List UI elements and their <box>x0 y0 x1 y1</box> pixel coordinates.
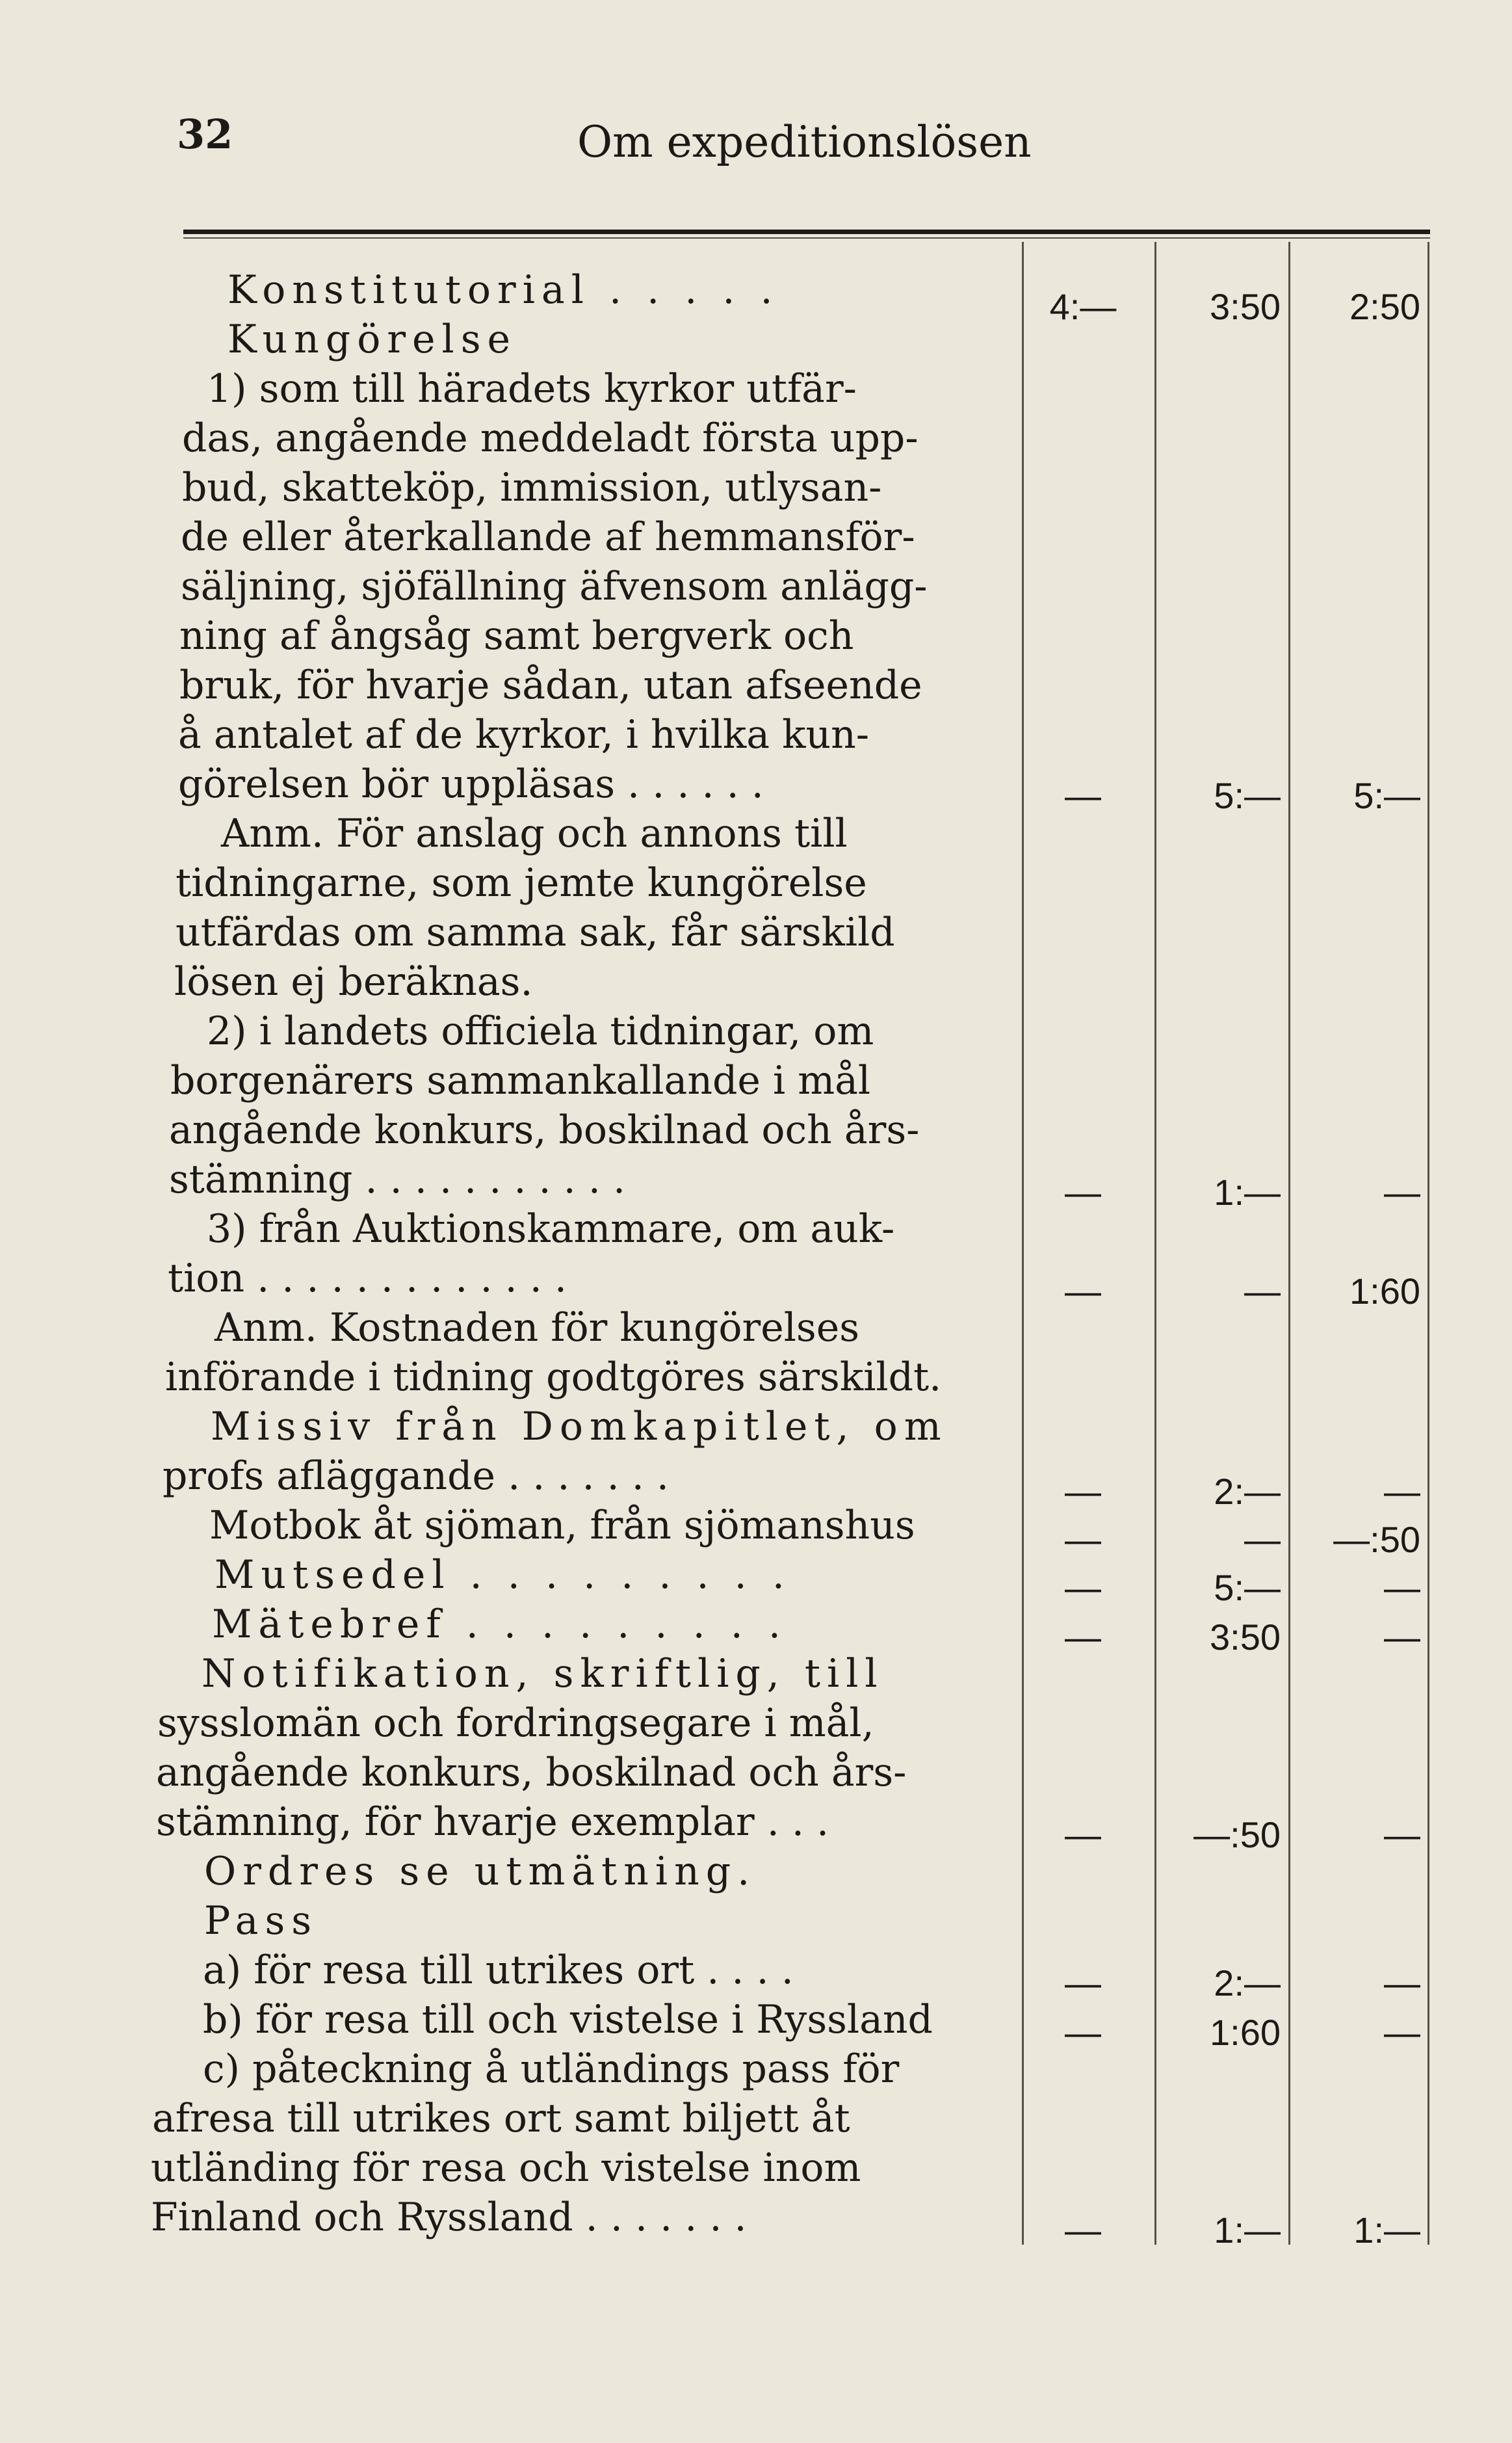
text-line: stämning, för hvarje exemplar . . . <box>156 1799 829 1845</box>
text-line: säljning, sjöfällning äfvensom anlägg- <box>181 564 928 609</box>
amount-c3: — <box>1384 1172 1420 1213</box>
header-rule <box>183 230 1430 234</box>
amount-c2: 5:— <box>1214 775 1281 816</box>
text-line: Pass <box>204 1898 319 1944</box>
amount-c1: — <box>1065 1814 1101 1855</box>
amount-c3: — <box>1384 1962 1420 2003</box>
amount-c1: — <box>1065 2012 1101 2053</box>
amount-c3: —:50 <box>1333 1519 1420 1560</box>
amount-c1: — <box>1065 775 1101 816</box>
text-line: 2) i landets officiela tidningar, om <box>207 1009 874 1054</box>
amount-c2: 1:— <box>1214 2210 1281 2251</box>
text-line: lösen ej beräknas. <box>174 959 533 1005</box>
text-line: Missiv från Domkapitlet, om <box>211 1404 948 1449</box>
text-line: c) påteckning å utländings pass för <box>203 2046 900 2092</box>
amount-c3: 5:— <box>1353 775 1420 816</box>
amount-c3: 1:60 <box>1349 1271 1420 1312</box>
text-line: utfärdas om samma sak, får särskild <box>176 910 895 955</box>
text-line: tidningarne, som jemte kungörelse <box>176 860 867 906</box>
amount-c1: — <box>1065 1271 1101 1312</box>
amount-c1: — <box>1065 1471 1101 1512</box>
amount-c3: 2:50 <box>1349 286 1420 327</box>
page-number: 32 <box>177 111 233 158</box>
text-line: sysslomän och fordringsegare i mål, <box>157 1700 874 1746</box>
running-head: Om expeditionslösen <box>577 117 1032 167</box>
amount-c2: — <box>1244 1271 1281 1312</box>
text-line: a) för resa till utrikes ort . . . . <box>203 1948 794 1993</box>
text-line: borgenärers sammankallande i mål <box>170 1058 871 1103</box>
text-line: Finland och Ryssland . . . . . . . <box>151 2195 747 2240</box>
amount-c2: 1:— <box>1214 1172 1281 1213</box>
amount-c3: — <box>1384 2012 1420 2053</box>
amount-c2: —:50 <box>1193 1814 1281 1855</box>
amount-c1: — <box>1065 1519 1101 1560</box>
amount-c2: 2:— <box>1214 1962 1281 2003</box>
amount-c2: 2:— <box>1214 1471 1281 1512</box>
text-line: Anm. För anslag och annons till <box>221 811 848 856</box>
text-line: das, angående meddeladt första upp- <box>182 416 919 461</box>
text-line: stämning . . . . . . . . . . . <box>169 1157 626 1202</box>
column-divider <box>1154 242 1156 2245</box>
text-line: afresa till utrikes ort samt biljett åt <box>152 2096 850 2141</box>
text-line: tion . . . . . . . . . . . . . <box>168 1256 567 1301</box>
amount-c2: — <box>1244 1519 1281 1560</box>
amount-c3: — <box>1384 1617 1420 1657</box>
text-line: bud, skatteköp, immission, utlysan- <box>182 465 882 510</box>
column-divider <box>1427 242 1429 2245</box>
amount-c2: 5:— <box>1214 1567 1281 1608</box>
amount-c1: — <box>1065 1962 1101 2003</box>
text-line: 1) som till häradets kyrkor utfär- <box>207 366 857 412</box>
amount-c1: — <box>1065 1617 1101 1657</box>
header-rule-thin <box>183 237 1430 239</box>
amount-c1: — <box>1065 1567 1101 1608</box>
amount-c2: 1:60 <box>1210 2012 1281 2053</box>
text-line: Mätebref . . . . . . . . . <box>212 1602 787 1647</box>
amount-c1: — <box>1065 2210 1101 2251</box>
text-line: Anm. Kostnaden för kungörelses <box>215 1305 860 1351</box>
text-line: görelsen bör uppläsas . . . . . . <box>178 761 764 807</box>
text-line: å antalet af de kyrkor, i hvilka kun- <box>178 712 870 758</box>
text-line: Kungörelse <box>228 317 517 362</box>
text-line: angående konkurs, boskilnad och års- <box>156 1750 907 1795</box>
amount-c3: — <box>1384 1567 1420 1608</box>
text-line: b) för resa till och vistelse i Ryssland <box>203 1997 933 2042</box>
text-line: bruk, för hvarje sådan, utan afseende <box>179 663 922 708</box>
text-line: angående konkurs, boskilnad och års- <box>169 1107 920 1153</box>
text-line: Notifikation, skriftlig, till <box>202 1651 884 1697</box>
text-line: profs afläggande . . . . . . . <box>163 1453 670 1499</box>
text-line: Mutsedel . . . . . . . . . <box>215 1552 791 1598</box>
amount-c3: — <box>1384 1814 1420 1855</box>
text-line: ning af ångsåg samt bergverk och <box>179 613 854 659</box>
amount-c3: 1:— <box>1353 2210 1420 2251</box>
amount-c1: 4:— <box>1049 286 1117 327</box>
amount-c2: 3:50 <box>1210 286 1281 327</box>
column-divider <box>1288 242 1290 2245</box>
text-line: Motbok åt sjöman, från sjömanshus <box>209 1503 915 1548</box>
text-line: de eller återkallande af hemmansför- <box>181 514 915 560</box>
text-line: införande i tidning godtgöres särskildt. <box>165 1354 942 1400</box>
text-line: Ordres se utmätning. <box>204 1849 757 1894</box>
column-divider <box>1022 242 1024 2245</box>
amount-c3: — <box>1384 1471 1420 1512</box>
amount-c1: — <box>1065 1172 1101 1213</box>
text-line: 3) från Auktionskammare, om auk- <box>207 1206 895 1252</box>
text-line: Konstitutorial . . . . . <box>228 267 779 313</box>
text-line: utländing för resa och vistelse inom <box>151 2145 861 2191</box>
amount-c2: 3:50 <box>1210 1617 1281 1657</box>
